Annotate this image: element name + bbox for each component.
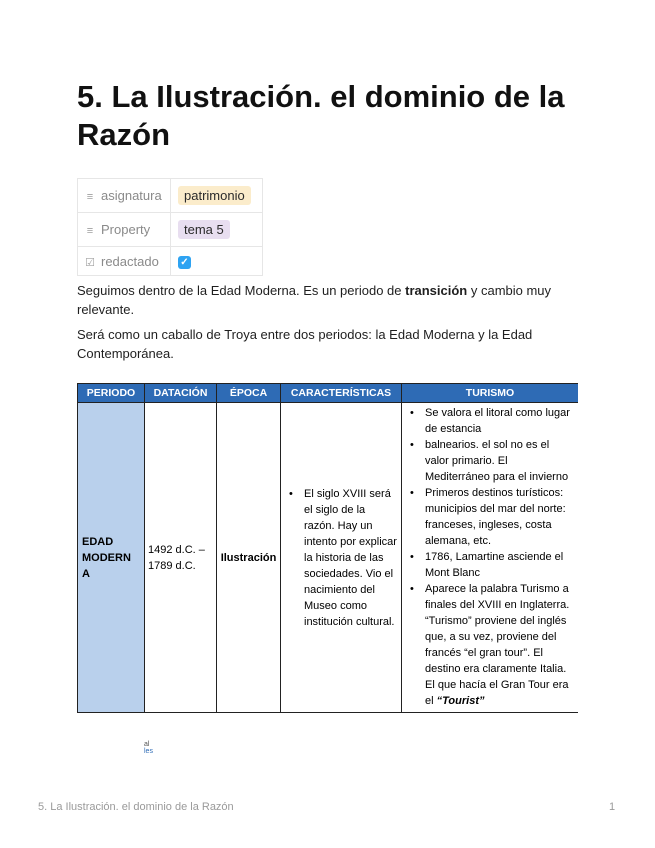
- list-icon: ≡: [86, 191, 94, 203]
- header-turismo: TURISMO: [402, 384, 579, 403]
- paragraph-text: y cambio muy relevante.: [77, 283, 552, 317]
- checked-checkbox[interactable]: ✓: [178, 256, 191, 269]
- paragraph-intro: [77, 281, 567, 319]
- page-title: 5. La Ilustración. el dominio de la Razón: [77, 79, 565, 152]
- paragraph-troya: Será como un caballo de Troya entre dos periodos: la Edad Moderna y la Edad Contemporánea.: [77, 327, 533, 361]
- embedded-table-image: [77, 383, 578, 755]
- property-name: Property: [101, 222, 151, 237]
- property-tag[interactable]: tema 5: [178, 220, 230, 239]
- cell-turismo: [402, 403, 579, 713]
- property-name: asignatura: [101, 188, 162, 203]
- header-caracteristicas: CARACTERÍSTICAS: [281, 384, 402, 403]
- header-epoca: ÉPOCA: [217, 384, 281, 403]
- list-item: • 1786, Lamartine asciende el Mont Blanc: [405, 549, 575, 581]
- property-tag[interactable]: patrimonio: [178, 186, 251, 205]
- footer-title: 5. La Ilustración. el dominio de la Razón: [38, 801, 234, 813]
- history-table: [77, 383, 578, 713]
- table-row: [78, 403, 579, 713]
- header-datacion: DATACIÓN: [145, 384, 217, 403]
- list-item: • Primeros destinos turísticos: municipios del mar del norte: franceses, ingleses, costa alemana, etc.: [405, 485, 575, 549]
- paragraph-text: Seguimos dentro de la Edad Moderna. Es un periodo de: [77, 283, 406, 298]
- property-name: redactado: [101, 253, 159, 269]
- property-row-redactado[interactable]: [78, 247, 263, 276]
- list-item: • Se valora el litoral como lugar de estancia: [405, 405, 575, 437]
- list-item: • Aparece la palabra Turismo a finales del XVIII en Inglaterra. “Turismo” proviene del inglés que, a su vez, proviene del francés “el gran tour”. El destino era claramente Italia. El que hacía el Gran Tour era el “Tourist”: [405, 581, 575, 709]
- stray-text-line: al: [144, 741, 150, 748]
- header-periodo: PERIODO: [78, 384, 145, 403]
- property-row-property[interactable]: [78, 213, 263, 247]
- footer-page-number: 1: [609, 801, 616, 813]
- cell-caracteristicas: [281, 403, 402, 713]
- stray-text: [144, 741, 153, 755]
- properties-table: [77, 178, 263, 276]
- table-header-row: [78, 384, 579, 403]
- property-row-asignatura[interactable]: [78, 179, 263, 213]
- stray-text-line: les: [144, 748, 153, 755]
- paragraph-bold-text: transición: [405, 283, 468, 298]
- checkbox-icon: ☑: [85, 256, 95, 269]
- list-item: • El siglo XVIII será el siglo de la razón. Hay un intento por explicar la historia de las sociedades. Vio el nacimiento del Museo como institución cultural.: [284, 486, 398, 630]
- cell-datacion: 1492 d.C. – 1789 d.C.: [145, 403, 217, 713]
- list-icon: ≡: [86, 225, 94, 237]
- list-item: • balnearios. el sol no es el valor primario. El Mediterráneo para el invierno: [405, 437, 575, 485]
- cell-periodo: EDAD MODERN A: [78, 403, 145, 713]
- cell-epoca: Ilustración: [217, 403, 281, 713]
